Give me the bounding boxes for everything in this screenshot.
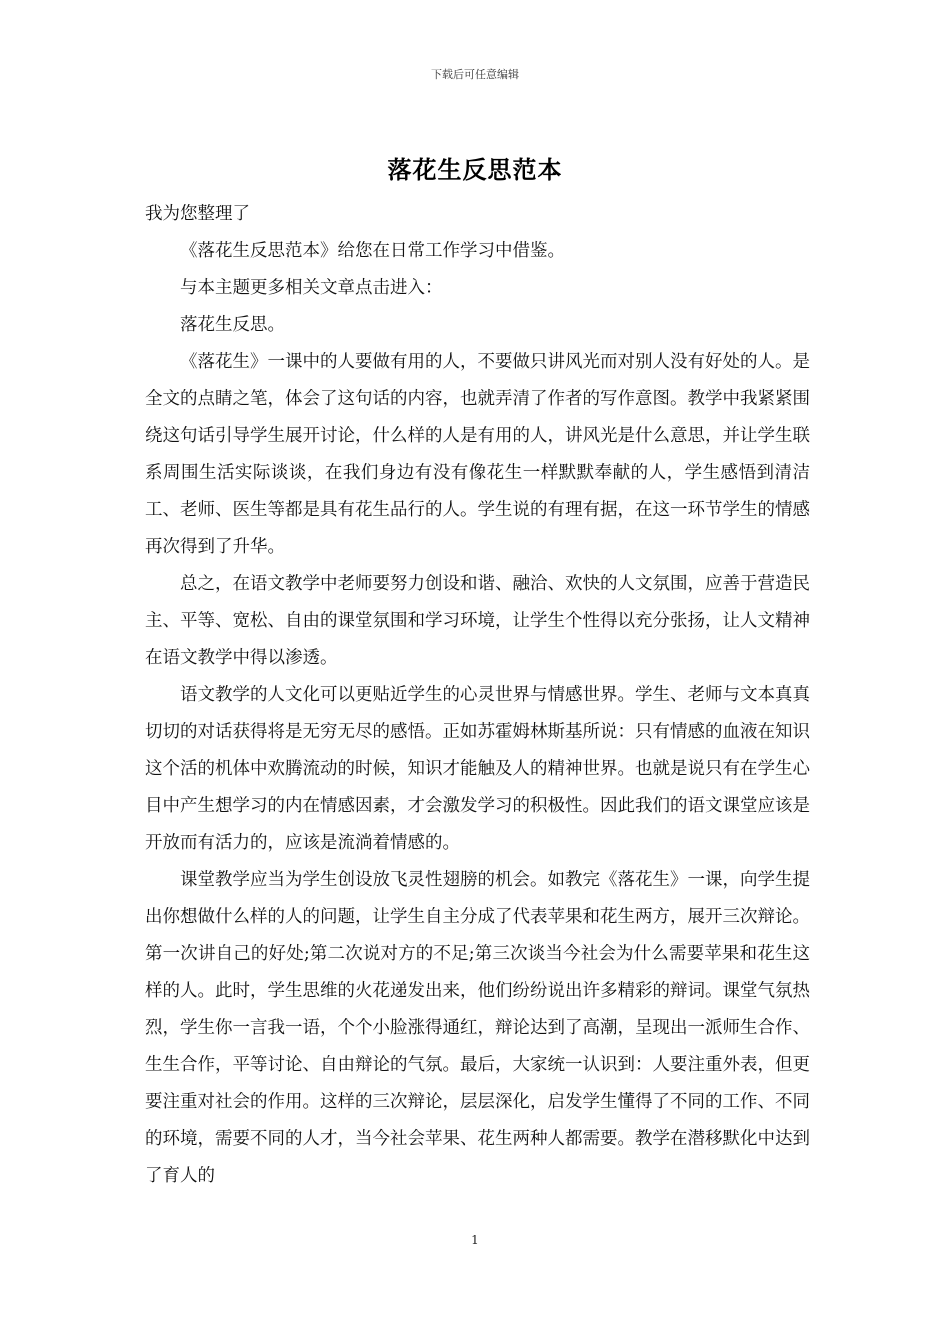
related-link-text: 与本主题更多相关文章点击进入： xyxy=(180,278,443,298)
body-paragraph: 语文教学的人文化可以更贴近学生的心灵世界与情感世界。学生、老师与文本真真切切的对话获得将是无穷无尽的感悟。正如苏霍姆林斯基所说：只有情感的血液在知识这个活的机体中欢腾流动的时候，知识才能触及人的精神世界。也就是说只有在学生心目中产生想学习的内在情感因素，才会激发学习的积极性。因此我们的语文课堂应该是开放而有活力的，应该是流淌着情感的。 xyxy=(145,685,810,853)
body-paragraph: 《落花生》一课中的人要做有用的人，不要做只讲风光而对别人没有好处的人。是全文的点睛之笔，体会了这句话的内容，也就弄清了作者的写作意图。教学中我紧紧围绕这句话引导学生展开讨论，什么样的人是有用的人，讲风光是什么意思，并让学生联系周围生活实际谈谈，在我们身边有没有像花生一样默默奉献的人，学生感悟到清洁工、老师、医生等都是具有花生品行的人。学生说的有理有据，在这一环节学生的情感再次得到了升华。 xyxy=(145,352,810,557)
page-header-note: 下载后可任意编辑 xyxy=(431,68,519,81)
document-body xyxy=(145,196,810,1195)
document-title: 落花生反思范本 xyxy=(387,155,563,184)
page-number: 1 xyxy=(471,1233,479,1247)
intro-paragraph: 我为您整理了 xyxy=(145,204,250,224)
body-paragraph: 课堂教学应当为学生创设放飞灵性翅膀的机会。如教完《落花生》一课，向学生提出你想做什么样的人的问题，让学生自主分成了代表苹果和花生两方，展开三次辩论。第一次讲自己的好处;第二次说对方的不足;第三次谈当今社会为什么需要苹果和花生这样的人。此时，学生思维的火花递发出来，他们纷纷说出许多精彩的辩词。课堂气氛热烈，学生你一言我一语，个个小脸涨得通红，辩论达到了高潮，呈现出一派师生合作、生生合作，平等讨论、自由辩论的气氛。最后，大家统一认识到：人要注重外表，但更要注重对社会的作用。这样的三次辩论，层层深化，启发学生懂得了不同的工作、不同的环境，需要不同的人才，当今社会苹果、花生两种人都需要。教学在潜移默化中达到了育人的 xyxy=(145,870,810,1186)
section-heading: 落花生反思。 xyxy=(180,315,285,335)
body-paragraph: 总之，在语文教学中老师要努力创设和谐、融洽、欢快的人文氛围，应善于营造民主、平等、宽松、自由的课堂氛围和学习环境，让学生个性得以充分张扬，让人文精神在语文教学中得以渗透。 xyxy=(145,574,810,668)
intro-reference-paragraph: 《落花生反思范本》给您在日常工作学习中借鉴。 xyxy=(180,241,565,261)
